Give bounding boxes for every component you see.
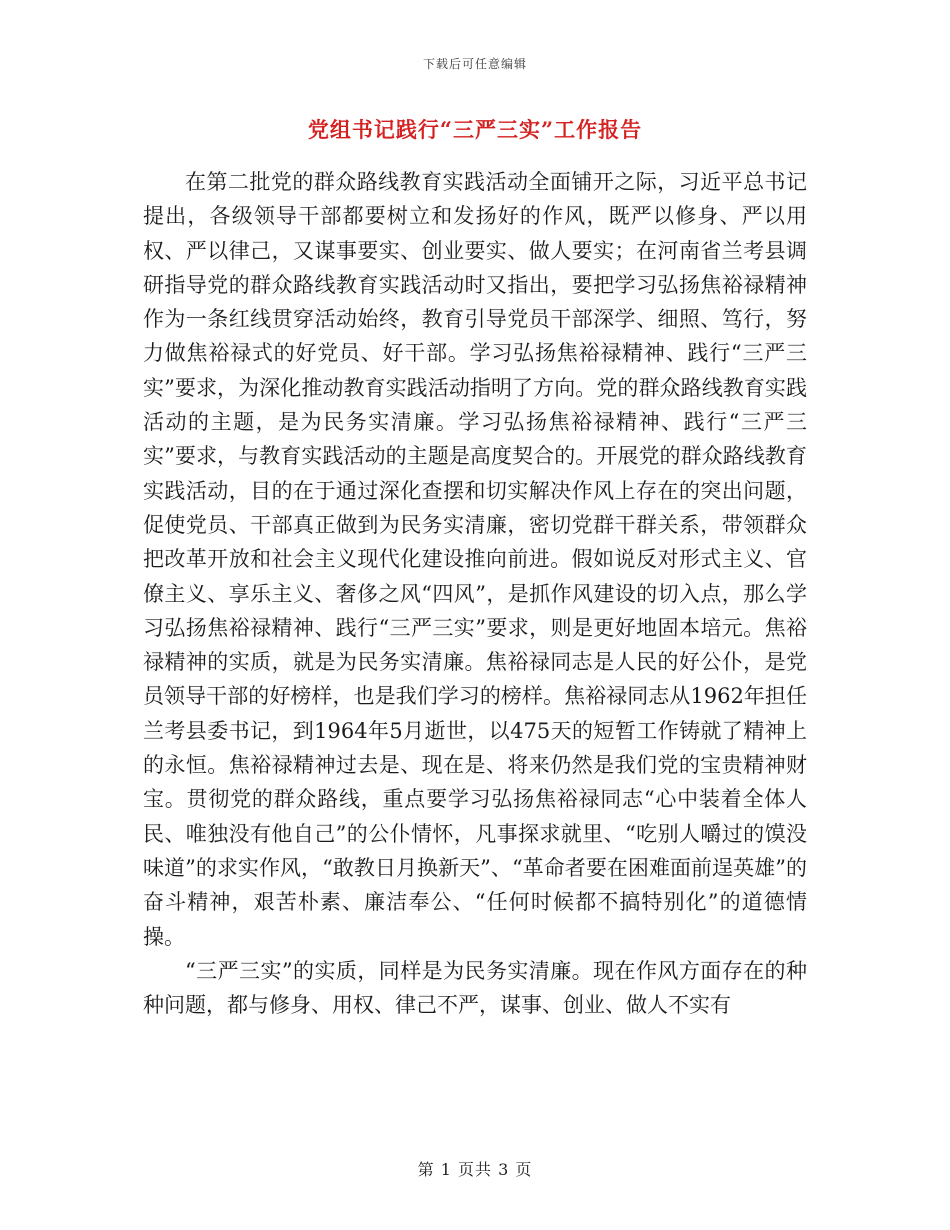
page-number-footer: 第 1 页共 3 页 — [417, 1160, 533, 1179]
paragraph-2: “三严三实”的实质，同样是为民务实清廉。现在作风方面存在的种种问题，都与修身、用权、律己不严，谋事、创业、做人不实有 — [143, 958, 807, 1018]
header-note: 下载后可任意编辑 — [422, 57, 527, 71]
paragraph-1: 在第二批党的群众路线教育实践活动全面铺开之际，习近平总书记提出，各级领导干部都要树立和发扬好的作风，既严以修身、严以用权、严以律己，又谋事要实、创业要实、做人要实；在河南省兰考县调研指导党的群众路线教育实践活动时又指出，要把学习弘扬焦裕禄精神作为一条红线贯穿活动始终，教育引导党员干部深学、细照、笃行，努力做焦裕禄式的好党员、好干部。学习弘扬焦裕禄精神、践行“三严三实”要求，为深化推动教育实践活动指明了方向。党的群众路线教育实践活动的主题，是为民务实清廉。学习弘扬焦裕禄精神、践行“三严三实”要求，与教育实践活动的主题是高度契合的。开展党的群众路线教育实践活动，目的在于通过深化查摆和切实解决作风上存在的突出问题，促使党员、干部真正做到为民务实清廉，密切党群干群关系，带领群众把改革开放和社会主义现代化建设推向前进。假如说反对形式主义、官僚主义、享乐主义、奢侈之风“四风”，是抓作风建设的切入点，那么学习弘扬焦裕禄精神、践行“三严三实”要求，则是更好地固本培元。焦裕禄精神的实质，就是为民务实清廉。焦裕禄同志是人民的好公仆，是党员领导干部的好榜样，也是我们学习的榜样。焦裕禄同志从1962年担任兰考县委书记，到1964年5月逝世，以475天的短暂工作铸就了精神上的永恒。焦裕禄精神过去是、现在是、将来仍然是我们党的宝贵精神财宝。贯彻党的群众路线，重点要学习弘扬焦裕禄同志“心中装着全体人民、唯独没有他自己”的公仆情怀，凡事探求就里、“吃别人嚼过的馍没味道”的求实作风，“敢教日月换新天”、“革命者要在困难面前逞英雄”的奋斗精神，艰苦朴素、廉洁奉公、“任何时候都不搞特别化”的道德情操。 — [143, 170, 807, 949]
document-body — [143, 165, 807, 1022]
document-title: 党组书记践行“三严三实”工作报告 — [307, 117, 643, 142]
